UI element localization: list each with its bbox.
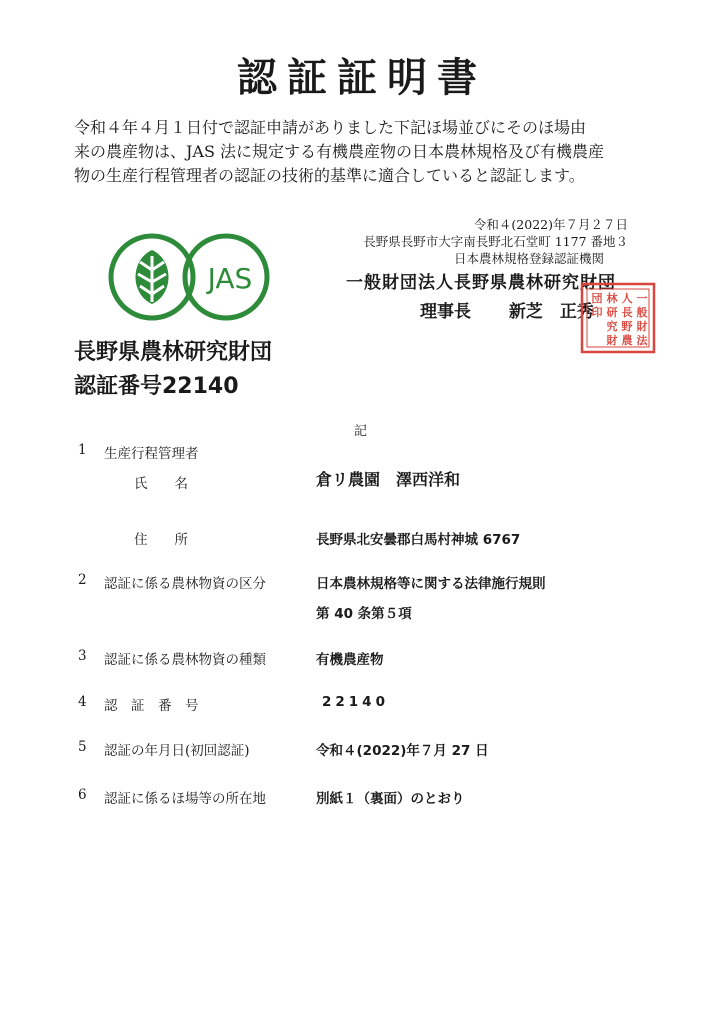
jas-organic-logo [100,230,278,324]
item-3-label: 認証に係る農林物資の種類 [104,652,266,668]
svg-text:JAS: JAS [207,262,253,295]
issuer-block [288,216,628,267]
item-2-number: 2 [78,572,87,588]
producer-address-value: 長野県北安曇郡白馬村神城 6767 [316,532,521,548]
issuer-address: 長野県長野市大字南長野北石堂町 1177 番地３ [363,234,628,249]
official-seal-stamp [578,280,658,356]
item-2-value-line-2: 第 40 条第５項 [316,606,412,622]
seal-character: 般 [636,306,648,319]
item-5-number: 5 [78,739,87,755]
seal-character: 林 [606,292,618,305]
item-4-label: 認 証 番 号 [104,698,199,714]
item-1-label: 生産行程管理者 [104,446,199,462]
seal-character: 農 [621,334,633,347]
intro-line-3: 物の生産行程管理者の認証の技術的基準に適合していると認証します。 [74,166,585,185]
representative-title: 理事長 [420,302,471,322]
seal-character: 野 [621,320,633,333]
item-4-value: 22140 [322,694,389,710]
ki-heading: 記 [354,424,368,439]
issuer-organization: 一般財団法人長野県農林研究財団 [346,273,616,293]
seal-character: 印 [591,306,603,319]
item-6-value: 別紙１（裏面）のとおり [316,791,465,807]
cert-org-name: 長野県農林研究財団 [74,340,273,365]
intro-paragraph [74,116,654,188]
item-6-number: 6 [78,787,87,803]
representative-name: 新芝 正秀 [508,302,594,322]
item-2-value-line-1: 日本農林規格等に関する法律施行規則 [316,576,546,592]
seal-character: 財 [636,320,648,333]
item-1-number: 1 [78,442,87,458]
item-3-value: 有機農産物 [316,652,384,668]
intro-line-2: 来の農産物は、JAS 法に規定する有機農産物の日本農林規格及び有機農産 [74,142,605,161]
item-2-label: 認証に係る農林物資の区分 [104,576,266,592]
certification-org-block [74,336,272,404]
address-label: 住 所 [134,532,188,548]
seal-character: 団 [591,292,603,305]
issuer-body-type: 日本農林規格登録認証機関 [453,251,604,266]
item-3-number: 3 [78,648,87,664]
item-5-label: 認証の年月日(初回認証) [104,743,250,759]
item-4-number: 4 [78,694,87,710]
seal-character: 人 [621,292,633,305]
item-6-label: 認証に係るほ場等の所在地 [104,791,266,807]
item-5-value: 令和４(2022)年７月 27 日 [316,743,489,759]
cert-number-line: 認証番号22140 [74,374,239,399]
seal-character: 研 [606,306,618,319]
seal-character: 一 [636,292,648,305]
issue-date: 令和４(2022)年７月２７日 [473,217,628,232]
document-title: 認証証明書 [237,54,487,101]
seal-character: 法 [636,334,648,347]
issuer-representative [420,297,594,322]
seal-character: 究 [606,320,618,333]
intro-line-1: 令和４年４月１日付で認証申請がありました下記ほ場並びにそのほ場由 [74,118,587,137]
leaf-icon [136,250,169,304]
producer-name-value: 倉リ農園 澤西洋和 [316,470,461,489]
seal-character: 長 [621,306,633,319]
name-label: 氏 名 [134,476,188,492]
seal-character: 財 [606,334,618,347]
